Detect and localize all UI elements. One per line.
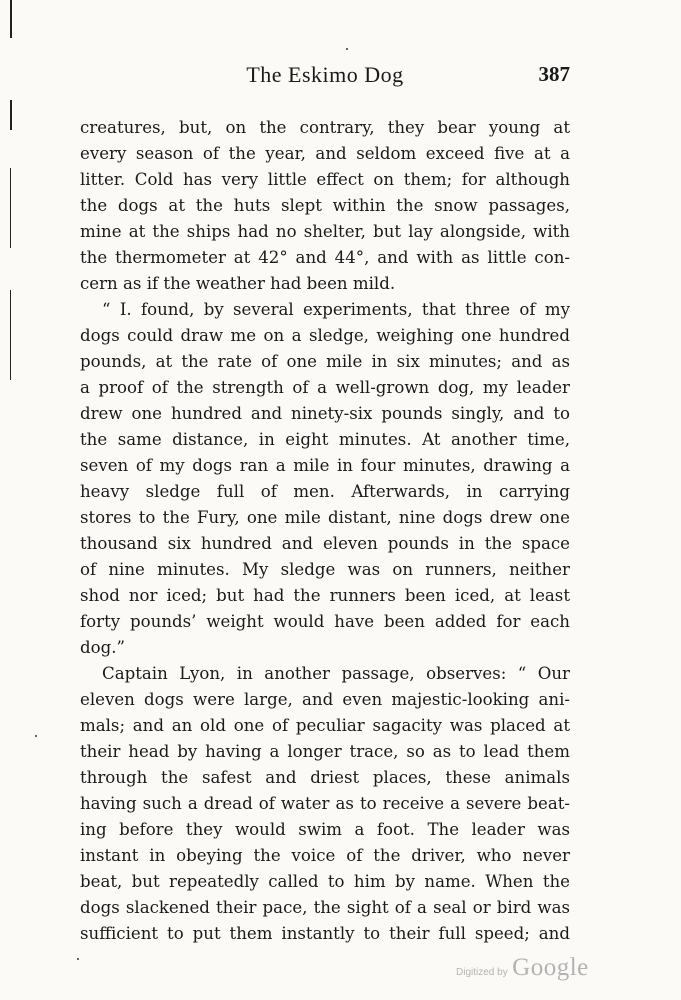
page-header bbox=[80, 62, 570, 94]
paragraph-start-line: “ I. found, by several experiments, that three of my bbox=[102, 300, 570, 319]
text-line: eleven dogs were large, and even majestic-looking ani- bbox=[80, 690, 570, 709]
watermark-prefix: Digitized by bbox=[456, 967, 508, 978]
scan-edge-mark bbox=[10, 100, 12, 130]
text-line: the dogs at the huts slept within the snow passages, bbox=[80, 196, 570, 215]
text-line: heavy sledge full of men. Afterwards, in carrying bbox=[80, 482, 570, 501]
scan-edge-mark bbox=[10, 168, 11, 248]
text-line: dogs slackened their pace, the sight of a seal or bird was bbox=[80, 898, 570, 917]
text-line: dogs could draw me on a sledge, weighing one hundred bbox=[80, 326, 570, 345]
text-line: their head by having a longer trace, so as to lead them bbox=[80, 742, 570, 761]
text-line: pounds, at the rate of one mile in six minutes; and as bbox=[80, 352, 570, 371]
scan-edge-mark bbox=[10, 290, 11, 380]
text-line: a proof of the strength of a well-grown dog, my leader bbox=[80, 378, 570, 397]
google-logo: Google bbox=[512, 954, 589, 981]
text-line: cern as if the weather had been mild. bbox=[80, 274, 396, 293]
scan-speck bbox=[35, 735, 37, 737]
text-line: stores to the Fury, one mile distant, nine dogs drew one bbox=[80, 508, 570, 527]
scan-edge-mark bbox=[10, 0, 12, 38]
text-line: mine at the ships had no shelter, but lay alongside, with bbox=[80, 222, 570, 241]
text-line: the thermometer at 42° and 44°, and with as little con- bbox=[80, 248, 570, 267]
digitized-watermark bbox=[456, 954, 589, 982]
running-title: The Eskimo Dog bbox=[246, 62, 404, 87]
text-line: of nine minutes. My sledge was on runners, neither bbox=[80, 560, 570, 579]
text-line: drew one hundred and ninety-six pounds singly, and to bbox=[80, 404, 570, 423]
text-line: ing before they would swim a foot. The leader was bbox=[80, 820, 570, 839]
text-line: mals; and an old one of peculiar sagacity was placed at bbox=[80, 716, 570, 735]
paragraph-start-line: Captain Lyon, in another passage, observes: “ Our bbox=[102, 664, 570, 683]
text-line: every season of the year, and seldom exceed five at a bbox=[80, 144, 570, 163]
text-line: having such a dread of water as to receive a severe beat- bbox=[80, 794, 570, 813]
text-line: seven of my dogs ran a mile in four minutes, drawing a bbox=[80, 456, 570, 475]
scan-speck bbox=[77, 958, 79, 960]
text-line: beat, but repeatedly called to him by name. When the bbox=[80, 872, 570, 891]
text-line: shod nor iced; but had the runners been iced, at least bbox=[80, 586, 570, 605]
text-line: dog.” bbox=[80, 638, 125, 657]
text-line: forty pounds’ weight would have been added for each bbox=[80, 612, 570, 631]
text-line: through the safest and driest places, these animals bbox=[80, 768, 570, 787]
body-text bbox=[80, 115, 570, 947]
text-line: thousand six hundred and eleven pounds in the space bbox=[80, 534, 570, 553]
text-line: litter. Cold has very little effect on them; for although bbox=[80, 170, 570, 189]
text-line: sufficient to put them instantly to their full speed; and bbox=[80, 924, 570, 943]
page-number: 387 bbox=[538, 62, 570, 86]
text-line: instant in obeying the voice of the driver, who never bbox=[80, 846, 570, 865]
text-line: creatures, but, on the contrary, they bear young at bbox=[80, 118, 570, 137]
text-line: the same distance, in eight minutes. At another time, bbox=[80, 430, 570, 449]
scan-speck bbox=[346, 48, 348, 50]
